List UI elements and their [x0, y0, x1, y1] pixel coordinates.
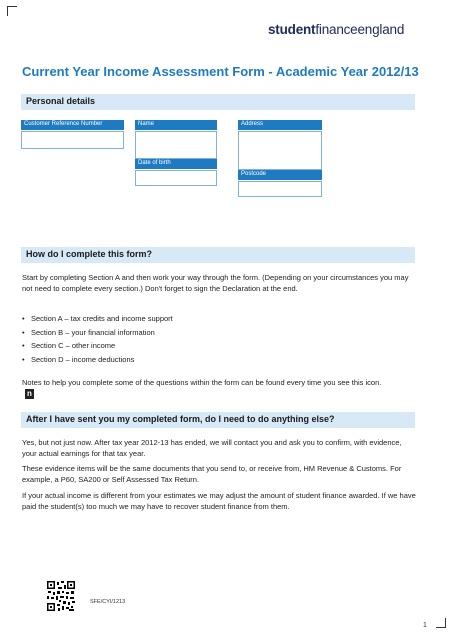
after-paragraph-2: These evidence items will be the same documents that you send to, or receive from, HM Revenue & Customs. For example, a P60, SA200 or Self Assessed Tax Return.: [22, 464, 402, 484]
logo-finance: finance: [315, 22, 358, 37]
form-reference: SFE/CYI/1213: [90, 599, 126, 605]
how-to-complete-heading: How do I complete this form?: [26, 249, 153, 259]
page-number: 1: [423, 622, 427, 629]
crn-input[interactable]: [21, 131, 124, 149]
address-input[interactable]: [238, 131, 322, 170]
logo-student: student: [268, 22, 316, 37]
crop-mark-bottom-right: [436, 618, 446, 628]
name-field-label: Name: [135, 120, 217, 130]
section-list: [22, 314, 402, 368]
after-paragraph-1: Yes, but not just now. After tax year 2012-13 has ended, we will contact you and ask you to confirm, with evidence, your actual earnings for that tax year.: [22, 438, 402, 458]
after-sending-heading: After I have sent you my completed form, do I need to do anything else?: [26, 414, 335, 424]
after-paragraph-3: If your actual income is different from your estimates we may adjust the amount of student finance awarded. If we have paid the student(s) too much we may have to recover student finance from them.: [22, 491, 416, 511]
personal-details-header: [21, 94, 415, 110]
list-item: • Section D – income deductions: [22, 355, 402, 369]
barcode-icon: [46, 580, 76, 612]
notes-label: Notes to help you complete some of the questions within the form can be found every time you see this icon.: [22, 378, 382, 387]
sfe-logo: [268, 22, 404, 37]
list-item: • Section A – tax credits and income support: [22, 314, 402, 328]
address-field-label: Address: [238, 120, 322, 130]
after-sending-header: [21, 412, 415, 428]
postcode-input[interactable]: [238, 181, 322, 197]
dob-field-label: Date of birth: [135, 159, 217, 169]
personal-details-heading: Personal details: [26, 96, 96, 106]
crop-mark-top-left: [7, 6, 17, 16]
list-item: • Section C – other income: [22, 341, 402, 355]
how-to-complete-header: [21, 247, 415, 263]
postcode-field-label: Postcode: [238, 170, 322, 180]
logo-england: england: [357, 22, 405, 37]
name-input[interactable]: [135, 131, 217, 159]
how-intro-text: Start by completing Section A and then work your way through the form. (Depending on your circumstances you may not need to complete every section.) Don't forget to sign the Declaration at the end.: [22, 273, 409, 293]
dob-input[interactable]: [135, 170, 217, 186]
crn-field-label: Customer Reference Number: [21, 120, 124, 130]
notes-text: [22, 377, 382, 399]
list-item: • Section B – your financial information: [22, 328, 402, 342]
notes-icon: n: [25, 389, 34, 399]
page-title: Current Year Income Assessment Form - Academic Year 2012/13: [22, 64, 419, 79]
